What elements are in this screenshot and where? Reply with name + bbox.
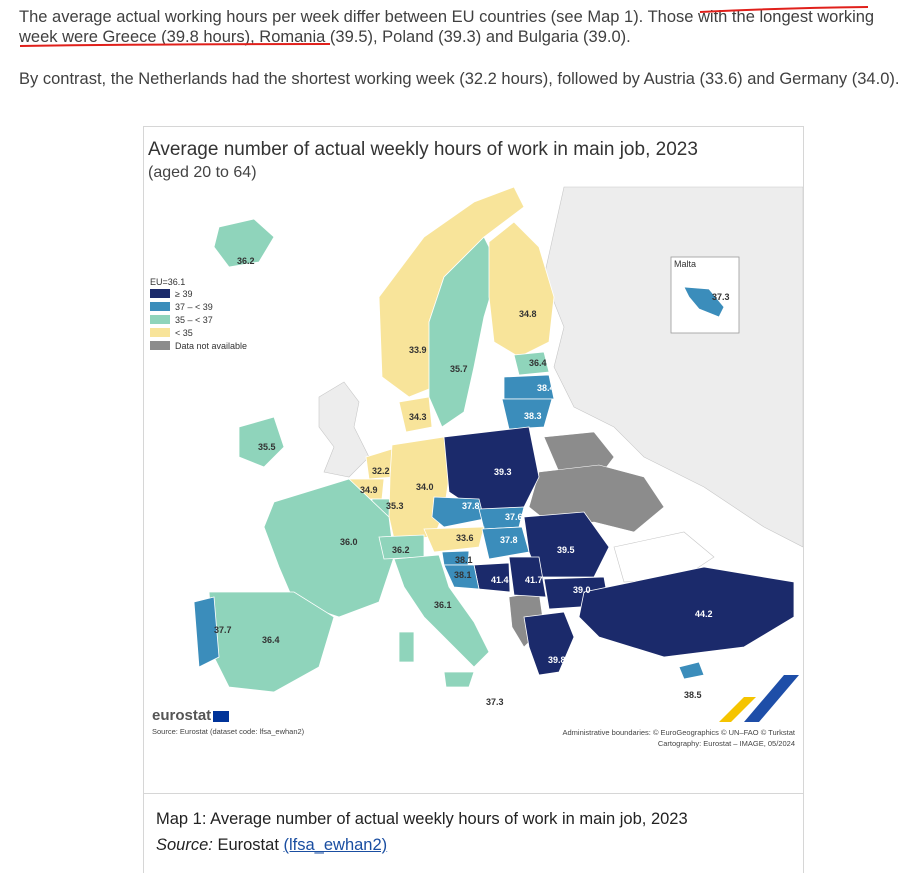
value-label-malta: 37.3 bbox=[712, 292, 730, 302]
legend-label: Data not available bbox=[175, 340, 248, 351]
map-figure bbox=[143, 126, 804, 873]
legend-swatch bbox=[150, 289, 170, 298]
value-label-czechia: 37.8 bbox=[462, 501, 480, 511]
legend-swatch bbox=[150, 302, 170, 311]
legend-item bbox=[150, 313, 247, 326]
value-label-switzerland: 36.2 bbox=[392, 545, 410, 555]
caption-source bbox=[156, 836, 387, 855]
value-label-croatia: 38.1 bbox=[454, 570, 472, 580]
eu-flag-icon bbox=[213, 711, 229, 722]
value-label-spain: 36.4 bbox=[262, 635, 280, 645]
figure-caption bbox=[144, 793, 803, 873]
value-label-sweden: 35.7 bbox=[450, 364, 468, 374]
value-label-greece: 39.8 bbox=[548, 655, 566, 665]
finland-shape bbox=[489, 222, 554, 357]
map-source-note: Source: Eurostat (dataset code: lfsa_ewhan2) bbox=[152, 727, 305, 736]
austria-shape bbox=[424, 527, 484, 552]
map-title: Average number of actual weekly hours of work in main job, 2023 bbox=[148, 139, 698, 160]
admin-boundaries-note bbox=[562, 727, 795, 749]
legend-label: ≥ 39 bbox=[175, 288, 193, 299]
turkey-shape bbox=[579, 567, 794, 657]
value-label-slovenia: 38.1 bbox=[455, 555, 473, 565]
value-label-turkey: 44.2 bbox=[695, 609, 713, 619]
legend-item bbox=[150, 287, 247, 300]
legend-item bbox=[150, 339, 247, 352]
greece-shape bbox=[524, 612, 574, 675]
sardinia-shape bbox=[399, 632, 414, 662]
map-subtitle: (aged 20 to 64) bbox=[148, 164, 257, 181]
value-label-cyprus: 38.5 bbox=[684, 690, 702, 700]
paragraph-intro-part-a: The average actual working hours per week differ between EU countries (see Map 1). bbox=[19, 8, 648, 26]
value-label-sicily-note: 37.3 bbox=[486, 697, 504, 707]
dataset-link[interactable]: (lfsa_ewhan2) bbox=[283, 836, 388, 854]
value-label-bosnia: 41.4 bbox=[491, 575, 509, 585]
legend-swatch bbox=[150, 315, 170, 324]
paragraph-intro-part-c: , Romania (39.5), Poland (39.3) and Bulgaria (39.0). bbox=[250, 28, 631, 46]
sicily-shape bbox=[444, 672, 474, 687]
value-label-bulgaria: 39.0 bbox=[573, 585, 591, 595]
value-label-germany: 34.0 bbox=[416, 482, 434, 492]
legend-swatch bbox=[150, 341, 170, 350]
value-label-france: 36.0 bbox=[340, 537, 358, 547]
value-label-portugal: 37.7 bbox=[214, 625, 232, 635]
caption-title: Map 1: Average number of actual weekly hours of work in main job, 2023 bbox=[156, 810, 688, 828]
legend-item bbox=[150, 326, 247, 339]
legend-header: EU=36.1 bbox=[150, 277, 186, 287]
value-label-iceland: 36.2 bbox=[237, 256, 255, 266]
legend-label: 35 – < 37 bbox=[175, 314, 213, 325]
value-label-belgium: 34.9 bbox=[360, 485, 378, 495]
value-label-poland: 39.3 bbox=[494, 467, 512, 477]
cartography-line: Cartography: Eurostat – IMAGE, 05/2024 bbox=[657, 739, 795, 748]
value-label-lithuania: 38.3 bbox=[524, 411, 542, 421]
value-label-netherlands: 32.2 bbox=[372, 466, 390, 476]
value-label-hungary: 37.8 bbox=[500, 535, 518, 545]
legend-label: 37 – < 39 bbox=[175, 301, 213, 312]
value-label-romania: 39.5 bbox=[557, 545, 575, 555]
cyprus-shape bbox=[679, 662, 704, 679]
caption-source-text: Eurostat bbox=[212, 836, 284, 854]
legend-swatch bbox=[150, 328, 170, 337]
eurostat-logo bbox=[152, 707, 229, 724]
value-label-serbia: 41.7 bbox=[525, 575, 543, 585]
value-label-finland: 34.8 bbox=[519, 309, 537, 319]
admin-boundaries-line: Administrative boundaries: © EuroGeographics © UN–FAO © Turkstat bbox=[562, 728, 795, 737]
value-label-italy: 36.1 bbox=[434, 600, 452, 610]
value-label-estonia: 36.4 bbox=[529, 358, 547, 368]
value-label-slovakia: 37.6 bbox=[505, 512, 523, 522]
uk-region bbox=[319, 382, 369, 477]
caption-source-label: Source: bbox=[156, 836, 213, 854]
highlighted-text: Those with the longest working week were Greece (39.8 hours) bbox=[19, 8, 875, 46]
europe-map bbox=[144, 127, 803, 791]
legend-item bbox=[150, 300, 247, 313]
legend-label: < 35 bbox=[175, 327, 193, 338]
value-label-luxembourg: 35.3 bbox=[386, 501, 404, 511]
eurostat-logo-text: eurostat bbox=[152, 707, 212, 724]
value-label-latvia: 38.4 bbox=[537, 383, 555, 393]
red-underline-annotation bbox=[0, 0, 922, 60]
malta-inset-label: Malta bbox=[674, 259, 697, 269]
map-area bbox=[144, 127, 803, 791]
map-legend bbox=[150, 277, 247, 352]
value-label-ireland: 35.5 bbox=[258, 442, 276, 452]
value-label-norway: 33.9 bbox=[409, 345, 427, 355]
value-label-denmark: 34.3 bbox=[409, 412, 427, 422]
paragraph-contrast: By contrast, the Netherlands had the shortest working week (32.2 hours), followed by Austria (33.6) and Germany (34.0). bbox=[19, 70, 900, 88]
value-label-austria: 33.6 bbox=[456, 533, 474, 543]
